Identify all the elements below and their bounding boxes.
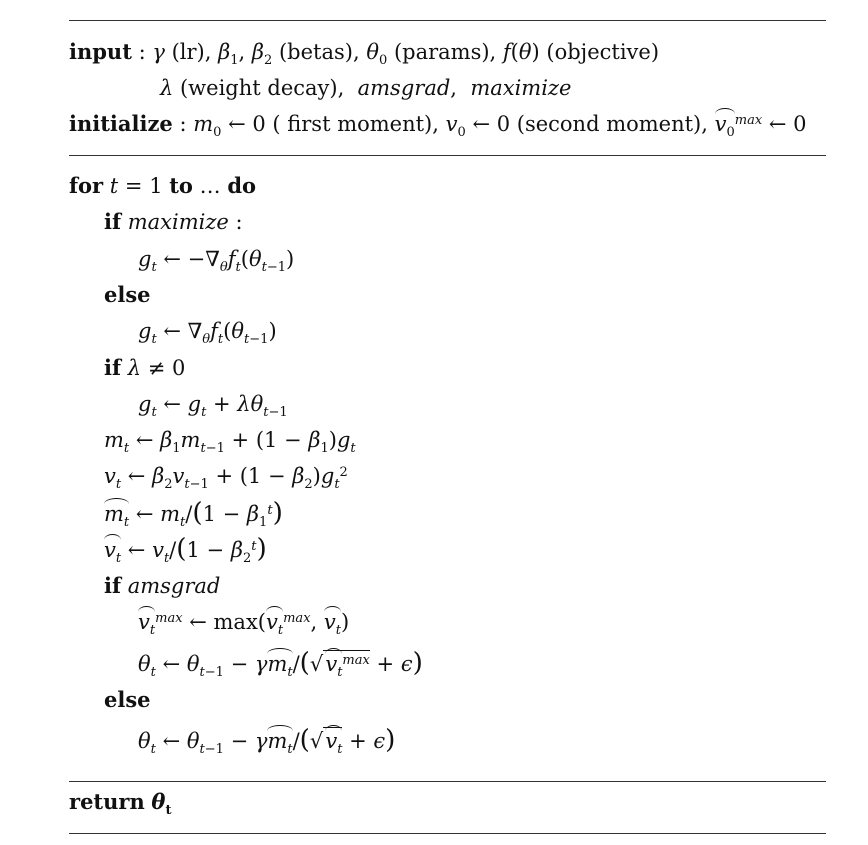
for-line: for t = 1 to … do [69, 173, 257, 198]
initialize-line [69, 111, 807, 140]
weight-decay-line: $g_t$ ← $g_t + \lambda\theta_{t-1}$ [138, 392, 288, 420]
if-lambda-line: if λ ≠ 0 [104, 355, 186, 380]
return-line: return $\theta_t$ [69, 789, 172, 818]
update-line: $\theta_t$ ← $\theta_{t-1} - \gamma m_t/(√v_t + \epsilon)$ [138, 725, 396, 757]
if-maximize-line: if maximize : [104, 209, 243, 234]
input-keyword: input [69, 39, 132, 64]
first-moment-line: $m_t$ ← $\beta_1m_{t-1} + (1 - \beta_1)g_t$ [104, 428, 356, 456]
grad-neg-line: $g_t$ ← $-\nabla_\theta f_t(\theta_{t-1})$ [138, 247, 295, 275]
grad-line: $g_t$ ← $\nabla_\theta f_t(\theta_{t-1})$ [138, 319, 277, 347]
input-line-2: λ (weight decay), amsgrad, maximize [160, 76, 572, 100]
bias-correct-v-line: $v_t$ ← $v_t/(1 - \beta_2^t)$ [104, 534, 267, 566]
bias-correct-m-line: $m_t$ ← $m_t/(1 - \beta_1^t)$ [104, 498, 283, 530]
if-amsgrad-line: if amsgrad [104, 573, 221, 598]
mid-rule-2 [69, 781, 826, 782]
initialize-values: : $m_0$ ← 0 ( first moment), $v_0$ ← 0 (second moment), $v_0^{max}$ ← 0 [179, 112, 807, 140]
input-line [69, 39, 660, 68]
second-moment-line: $v_t$ ← $\beta_2v_{t-1} + (1 - \beta_2)g_t^2$ [104, 464, 348, 492]
bottom-rule [69, 833, 826, 834]
input-params: : γ (lr), $\beta_1$, $\beta_2$ (betas), $\theta_0$ (params), f(θ) (objective) [138, 40, 660, 68]
else-line-2: else [104, 687, 151, 712]
mid-rule-1 [69, 155, 826, 156]
update-amsgrad-line: $\theta_t$ ← $\theta_{t-1} - \gamma m_t/(√v_t^{max} + \epsilon)$ [138, 648, 423, 680]
top-rule [69, 20, 826, 21]
initialize-keyword: initialize [69, 111, 173, 136]
else-line-1: else [104, 282, 151, 307]
vmax-line: $v_t^{max}$ ← $\max(v_t^{max}$, $v_t$) [138, 610, 350, 638]
